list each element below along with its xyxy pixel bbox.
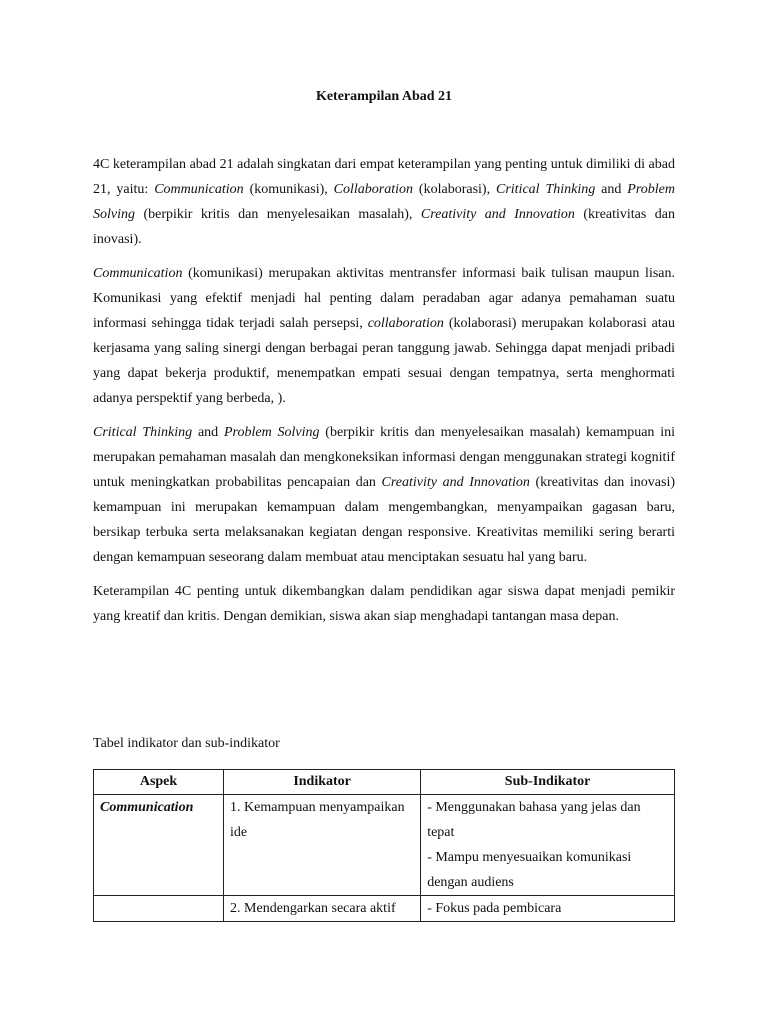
italic-term: Creativity and Innovation xyxy=(420,207,575,222)
cell-indikator: 1. Kemampuan menyampaikan ide xyxy=(224,795,421,896)
italic-term: Collaboration xyxy=(333,182,414,197)
text-run: (kreativitas dan inovasi). xyxy=(93,207,676,247)
text-run: and xyxy=(192,425,224,440)
sub-indikator-item: - Mampu menyesuaikan komunikasi dengan audiens xyxy=(427,850,632,890)
italic-term: Problem Solving xyxy=(93,182,675,222)
italic-term: Critical Thinking xyxy=(495,182,596,197)
document-body xyxy=(93,152,675,629)
header-indikator: Indikator xyxy=(224,770,421,795)
text-run: 4C keterampilan abad 21 adalah singkatan dari empat keterampilan yang penting untuk dimiliki di abad 21, yaitu: xyxy=(93,157,675,197)
text-run: (kolaborasi), xyxy=(413,182,496,197)
sub-indikator-item: - Menggunakan bahasa yang jelas dan tepat xyxy=(427,800,641,840)
cell-indikator: 2. Mendengarkan secara aktif xyxy=(224,896,421,922)
text-run: (komunikasi), xyxy=(243,182,334,197)
paragraph-critical-thinking xyxy=(93,420,675,570)
italic-term: Problem Solving xyxy=(223,425,320,440)
table-row xyxy=(94,896,675,922)
text-run: (berpikir kritis dan menyelesaikan masalah) kemampuan ini merupakan pemahaman masalah dan mengkoneksikan informasi dengan menggunakan strategi kognitif untuk meningkatkan probabilitas pencapaian dan xyxy=(93,425,676,490)
text-run: Keterampilan 4C penting untuk dikembangkan dalam pendidikan agar siswa dapat menjadi pemikir yang kreatif dan kritis. Dengan demikian, siswa akan siap menghadapi tantangan masa depan. xyxy=(93,584,675,624)
text-run: (kolaborasi) merupakan kolaborasi atau kerjasama yang saling sinergi dengan berbagai peran tanggung jawab. Sehingga dapat menjadi pribadi yang dapat bekerja produktif, menempatkan empati sesuai dengan tempatnya, serta menghormati adanya perspektif yang berbeda, ). xyxy=(93,316,675,406)
paragraph-communication xyxy=(93,261,675,411)
text-run: (komunikasi) merupakan aktivitas mentransfer informasi baik tulisan maupun lisan. Komunikasi yang efektif menjadi hal penting dalam peradaban agar adanya pemahaman suatu informasi sehingga tidak terjadi salah persepsi, xyxy=(93,266,675,331)
cell-aspek: Communication xyxy=(94,795,224,896)
document-title: Keterampilan Abad 21 xyxy=(315,89,453,104)
sub-indikator-item: - Fokus pada pembicara xyxy=(427,901,562,916)
italic-term: Creativity and Innovation xyxy=(381,475,530,490)
cell-sub-indikator xyxy=(421,795,675,896)
table-row xyxy=(94,795,675,896)
header-aspek: Aspek xyxy=(94,770,224,795)
text-run: and xyxy=(595,182,628,197)
cell-sub-indikator xyxy=(421,896,675,922)
text-run: (berpikir kritis dan menyelesaikan masalah), xyxy=(135,207,421,222)
table-header-row xyxy=(94,770,675,795)
italic-term: Communication xyxy=(154,182,244,197)
cell-aspek xyxy=(94,896,224,922)
italic-term: Critical Thinking xyxy=(93,425,193,440)
header-sub-indikator: Sub-Indikator xyxy=(421,770,675,795)
indicator-table xyxy=(93,769,675,922)
text-run: (kreativitas dan inovasi) kemampuan ini merupakan kemampuan dalam mengembangkan, menyampaikan gagasan baru, bersikap terbuka serta melaksanakan kegiatan dengan responsive. Kreativitas memiliki sering berarti dengan kemampuan seseorang dalam membuat atau menciptakan sesuatu hal yang baru. xyxy=(93,475,675,565)
paragraph-intro xyxy=(93,152,675,252)
table-caption: Tabel indikator dan sub-indikator xyxy=(93,736,280,751)
paragraph-conclusion xyxy=(93,579,675,629)
italic-term: collaboration xyxy=(367,316,444,331)
italic-term: Communication xyxy=(93,266,183,281)
